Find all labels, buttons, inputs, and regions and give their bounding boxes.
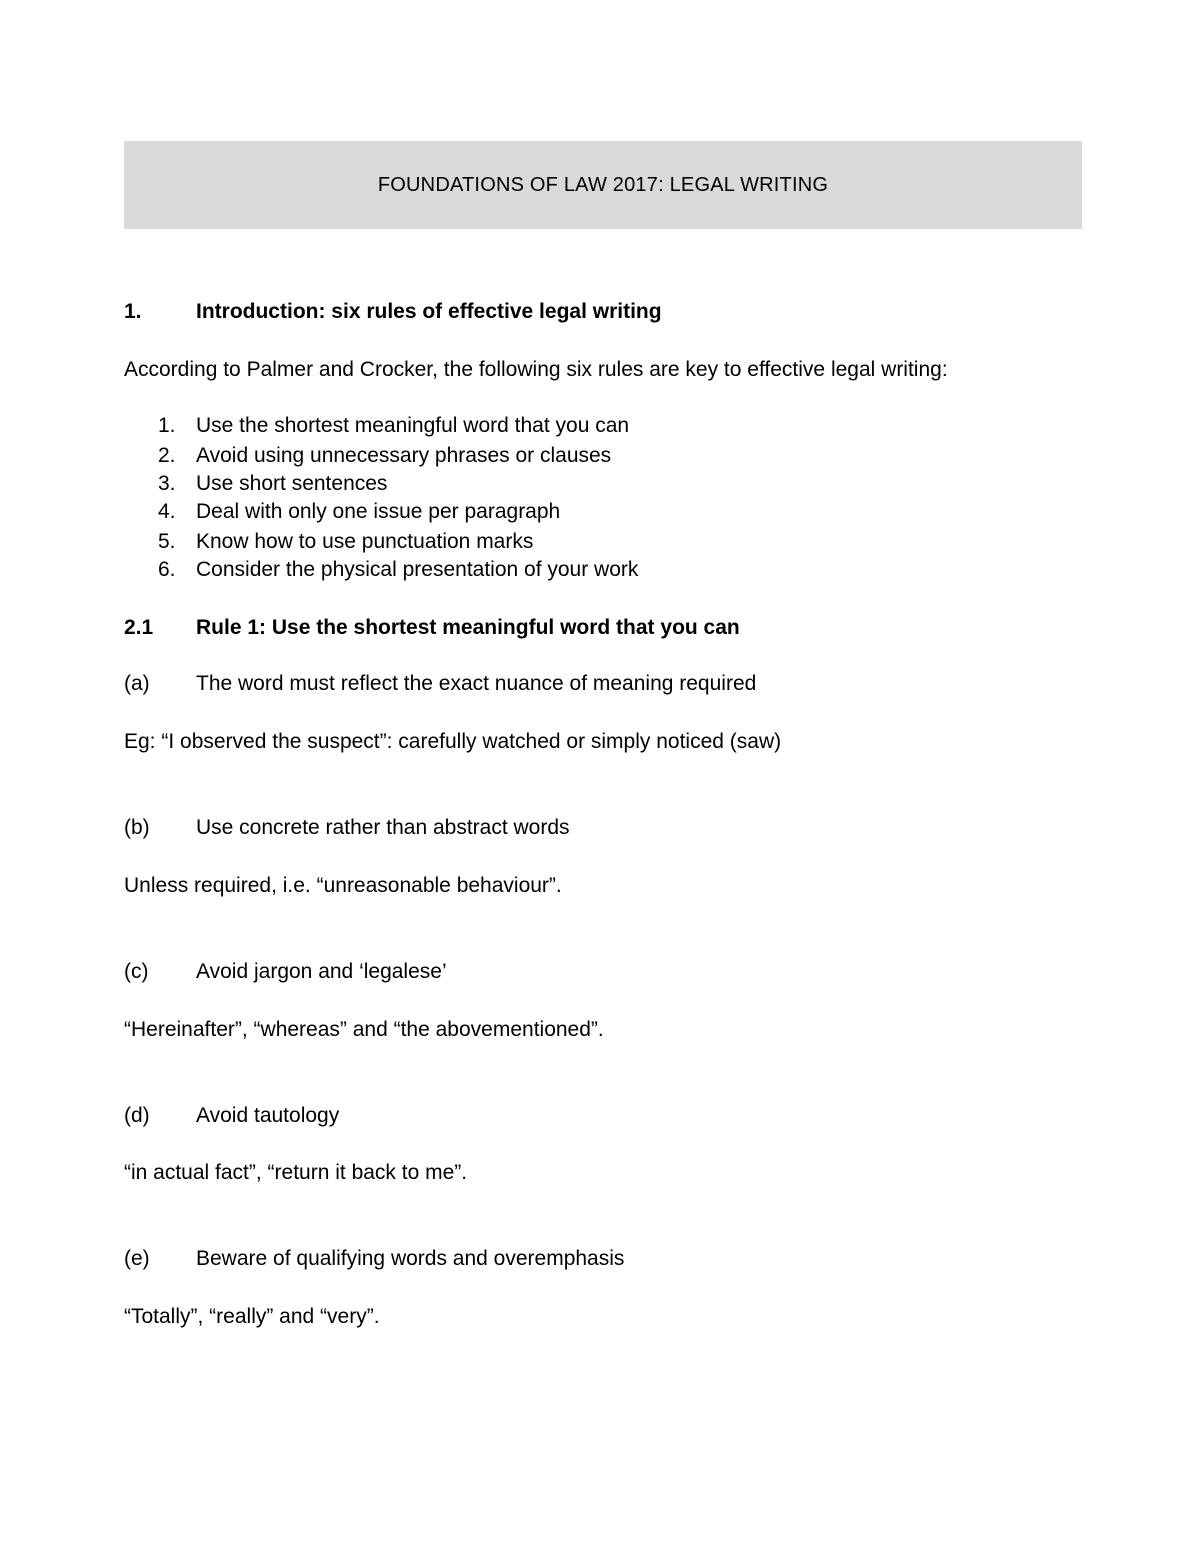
subsection-example: “in actual fact”, “return it back to me”.: [124, 1161, 468, 1184]
subsection-label: (d): [124, 1104, 150, 1127]
subsection-heading: Avoid tautology: [196, 1104, 340, 1127]
subsection-heading: Use concrete rather than abstract words: [196, 816, 570, 839]
rule-number: 4.: [158, 500, 176, 523]
rule-number: 2.: [158, 444, 176, 467]
subsection-example: “Totally”, “really” and “very”.: [124, 1305, 380, 1328]
rule-text: Know how to use punctuation marks: [196, 530, 534, 553]
subsection-label: (b): [124, 816, 150, 839]
subsection-label: (e): [124, 1247, 150, 1270]
document-title: FOUNDATIONS OF LAW 2017: LEGAL WRITING: [377, 173, 829, 196]
section-1-number: 1.: [124, 300, 142, 323]
subsection-heading: Avoid jargon and ‘legalese’: [196, 960, 447, 983]
subsection-label: (a): [124, 672, 150, 695]
rule-number: 3.: [158, 472, 176, 495]
rule-number: 6.: [158, 558, 176, 581]
rule-text: Use the shortest meaningful word that you can: [196, 414, 630, 437]
subsection-example: Eg: “I observed the suspect”: carefully watched or simply noticed (saw): [124, 730, 782, 753]
subsection-label: (c): [124, 960, 149, 983]
section-2-1-number: 2.1: [124, 616, 154, 639]
section-1-intro: According to Palmer and Crocker, the following six rules are key to effective legal writing:: [124, 358, 948, 381]
rule-text: Deal with only one issue per paragraph: [196, 500, 561, 523]
title-banner: [124, 141, 1082, 229]
rule-text: Use short sentences: [196, 472, 388, 495]
rule-number: 1.: [158, 414, 176, 437]
section-1-heading: Introduction: six rules of effective legal writing: [196, 300, 662, 323]
section-2-1-heading: Rule 1: Use the shortest meaningful word that you can: [196, 616, 740, 639]
subsection-example: “Hereinafter”, “whereas” and “the abovementioned”.: [124, 1018, 604, 1041]
rule-text: Avoid using unnecessary phrases or clauses: [196, 444, 612, 467]
rule-number: 5.: [158, 530, 176, 553]
subsection-example: Unless required, i.e. “unreasonable behaviour”.: [124, 874, 562, 897]
subsection-heading: Beware of qualifying words and overemphasis: [196, 1247, 625, 1270]
subsection-heading: The word must reflect the exact nuance of meaning required: [196, 672, 757, 695]
rule-text: Consider the physical presentation of your work: [196, 558, 639, 581]
